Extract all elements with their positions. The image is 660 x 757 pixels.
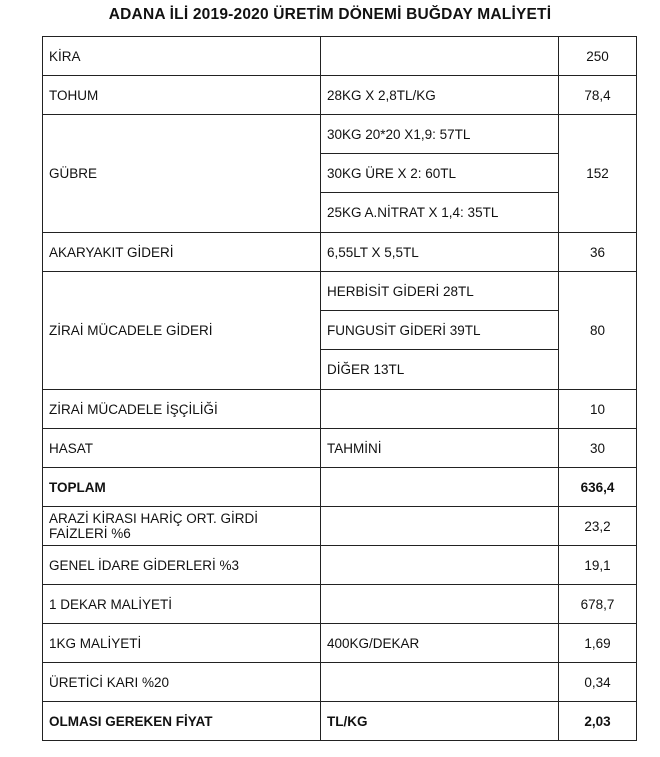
row-item: ARAZİ KİRASI HARİÇ ORT. GİRDİ FAİZLERİ %6 [43, 507, 321, 546]
row-item: KİRA [43, 37, 321, 76]
table-row [43, 37, 637, 76]
row-value: 80 [559, 272, 637, 390]
row-item: 1 DEKAR MALİYETİ [43, 585, 321, 624]
table-row [43, 429, 637, 468]
cost-table [42, 36, 637, 741]
row-value: 1,69 [559, 624, 637, 663]
row-value: 23,2 [559, 507, 637, 546]
row-detail: TL/KG [321, 702, 559, 741]
row-item: GENEL İDARE GİDERLERİ %3 [43, 546, 321, 585]
table-row [43, 390, 637, 429]
table-row-total [43, 468, 637, 507]
row-subdetail: 30KG 20*20 X1,9: 57TL [321, 115, 558, 154]
table-row [43, 76, 637, 115]
row-subdetail: DİĞER 13TL [327, 362, 405, 377]
table-row [43, 115, 637, 233]
row-item: GÜBRE [43, 115, 321, 233]
row-detail: TAHMİNİ [321, 429, 559, 468]
row-value: 78,4 [559, 76, 637, 115]
row-detail: 6,55LT X 5,5TL [321, 233, 559, 272]
row-detail: 400KG/DEKAR [321, 624, 559, 663]
row-subdetail: FUNGUSİT GİDERİ 39TL [321, 311, 558, 350]
table-row [43, 624, 637, 663]
row-value: 2,03 [559, 702, 637, 741]
row-item: TOHUM [43, 76, 321, 115]
row-value: 0,34 [559, 663, 637, 702]
row-item: ZİRAİ MÜCADELE İŞÇİLİĞİ [43, 390, 321, 429]
row-value: 10 [559, 390, 637, 429]
row-subdetail: 30KG ÜRE X 2: 60TL [321, 154, 558, 193]
row-value: 678,7 [559, 585, 637, 624]
document-title: ADANA İLİ 2019-2020 ÜRETİM DÖNEMİ BUĞDAY MALİYETİ [108, 6, 552, 23]
row-item: ÜRETİCİ KARI %20 [43, 663, 321, 702]
table-row [43, 233, 637, 272]
row-value: 30 [559, 429, 637, 468]
row-item: OLMASI GEREKEN FİYAT [43, 702, 321, 741]
row-subdetail: 25KG A.NİTRAT X 1,4: 35TL [327, 205, 499, 220]
row-detail [321, 468, 559, 507]
row-detail [321, 507, 559, 546]
row-item: HASAT [43, 429, 321, 468]
row-detail: 28KG X 2,8TL/KG [321, 76, 559, 115]
row-item: ZİRAİ MÜCADELE GİDERİ [43, 272, 321, 390]
row-value: 636,4 [559, 468, 637, 507]
row-value: 19,1 [559, 546, 637, 585]
row-value: 250 [559, 37, 637, 76]
row-item: TOPLAM [43, 468, 321, 507]
row-item: 1KG MALİYETİ [43, 624, 321, 663]
table-row [43, 585, 637, 624]
row-subdetail: HERBİSİT GİDERİ 28TL [321, 272, 558, 311]
row-detail [321, 585, 559, 624]
table-row [43, 663, 637, 702]
row-detail [321, 546, 559, 585]
table-row [43, 272, 637, 390]
row-detail [321, 37, 559, 76]
row-detail [321, 663, 559, 702]
row-detail [321, 390, 559, 429]
row-detail-group [321, 115, 559, 233]
row-item: AKARYAKIT GİDERİ [43, 233, 321, 272]
table-row-final-price [43, 702, 637, 741]
table-row [43, 546, 637, 585]
table-row [43, 507, 637, 546]
row-value: 36 [559, 233, 637, 272]
row-detail-group [321, 272, 559, 390]
row-value: 152 [559, 115, 637, 233]
